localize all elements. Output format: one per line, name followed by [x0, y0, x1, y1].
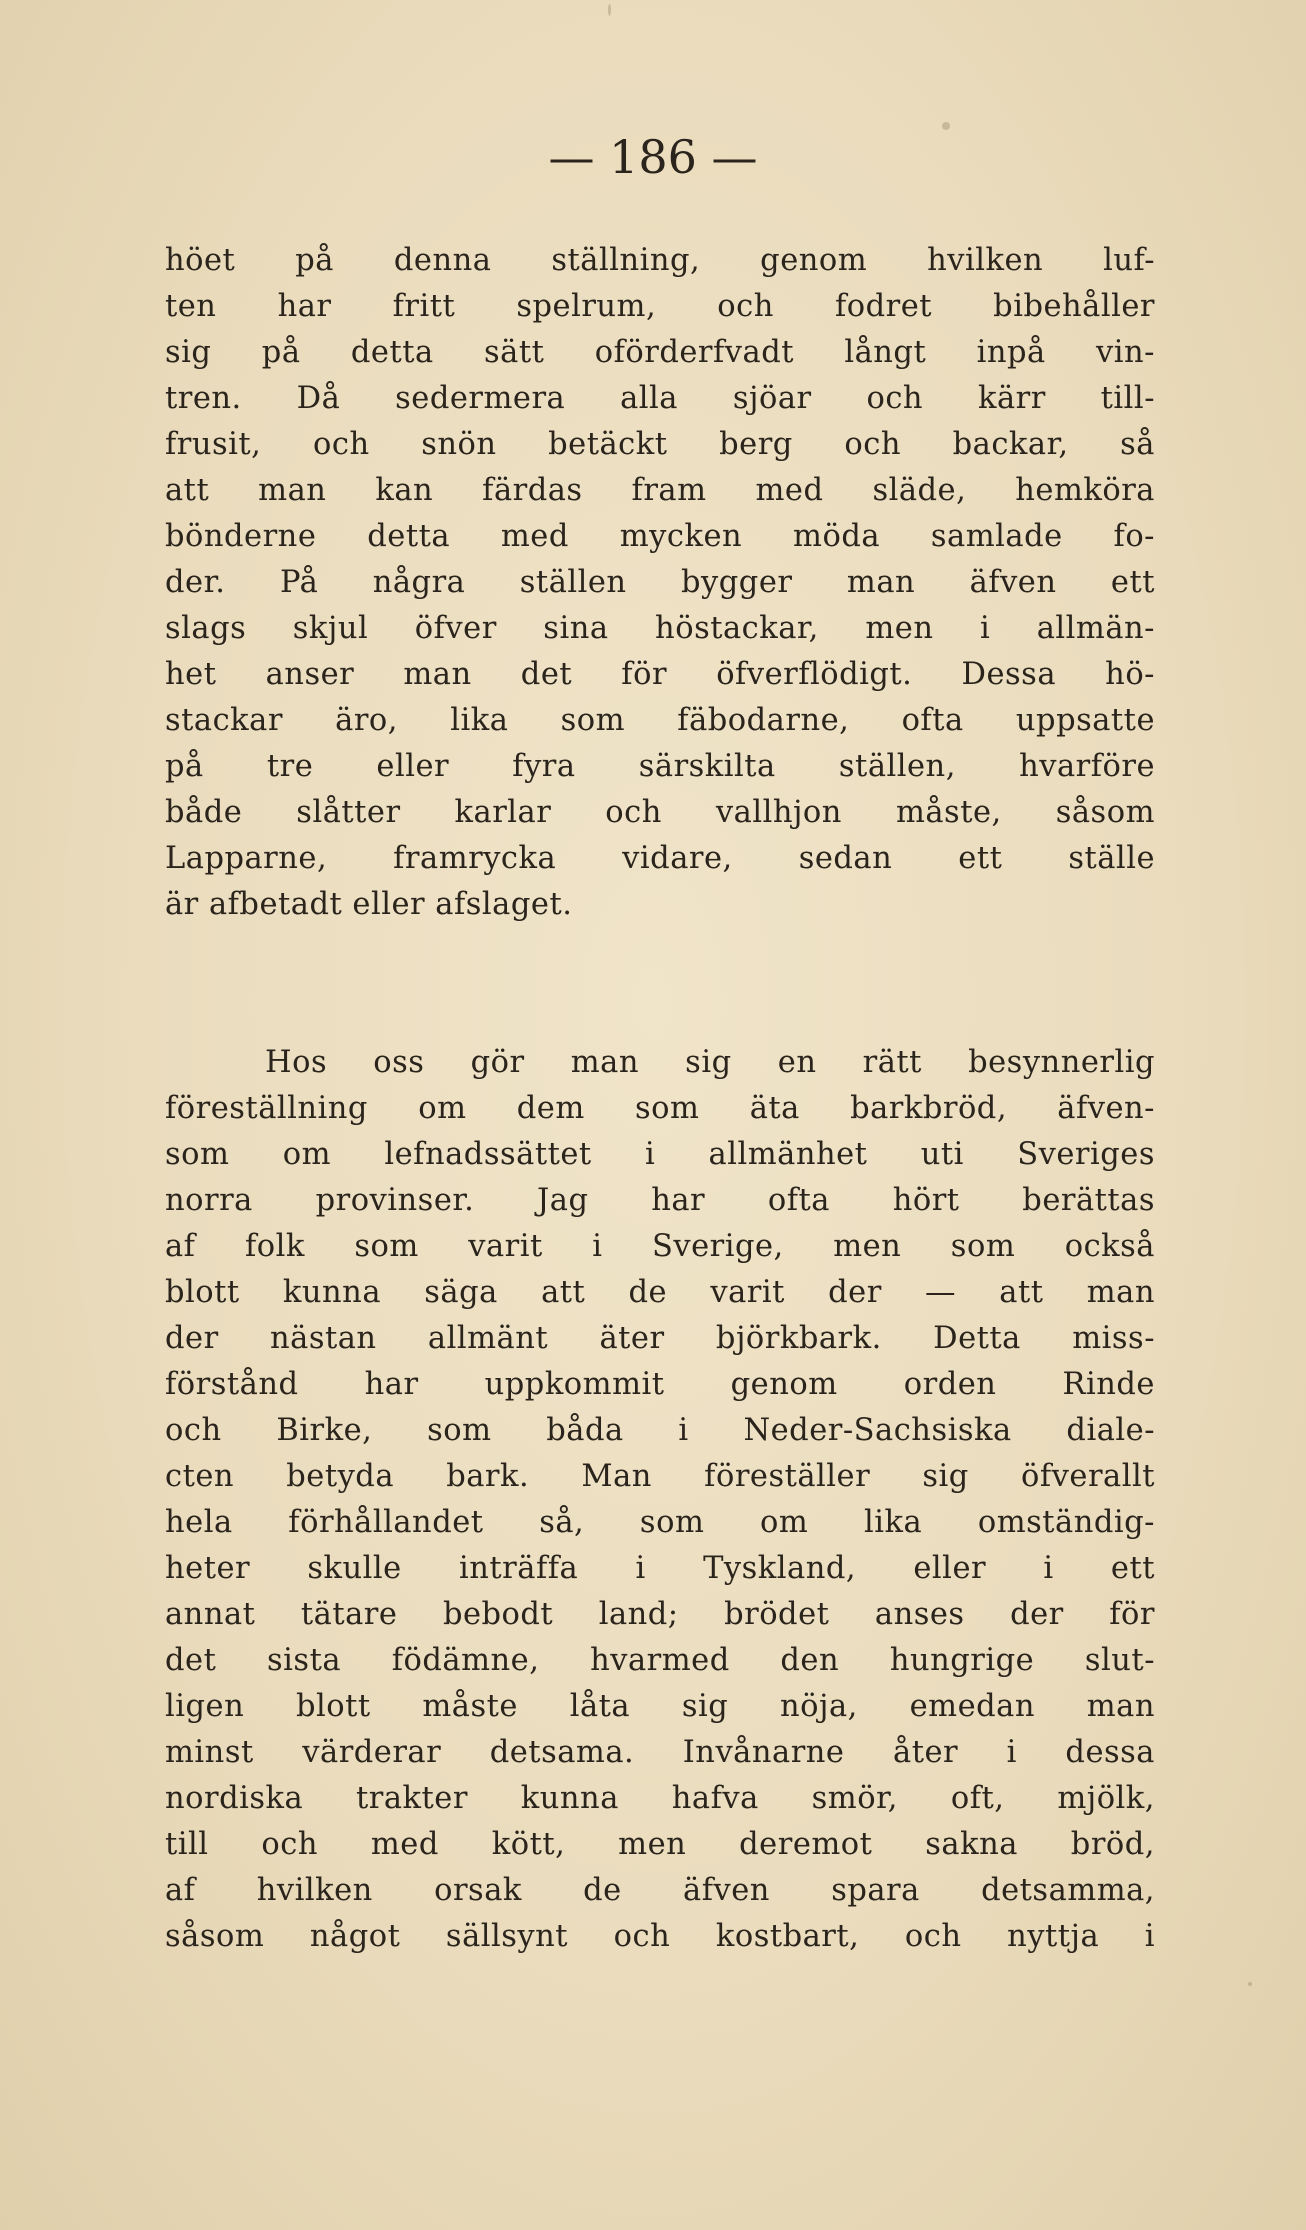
text-line: både slåtter karlar och vallhjon måste, såsom [165, 795, 1155, 830]
text-line: der nästan allmänt äter björkbark. Detta miss- [165, 1321, 1155, 1356]
text-line: norra provinser. Jag har ofta hört berättas [165, 1183, 1155, 1218]
text-line: tren. Då sedermera alla sjöar och kärr till- [165, 381, 1155, 416]
text-line: är afbetadt eller afslaget. [165, 887, 573, 922]
text-line: höet på denna ställning, genom hvilken luf- [165, 243, 1155, 278]
text-line: stackar äro, lika som fäbodarne, ofta uppsatte [165, 703, 1155, 738]
text-line: som om lefnadssättet i allmänhet uti Sveriges [165, 1137, 1155, 1172]
text-line: att man kan färdas fram med släde, hemköra [165, 473, 1155, 508]
text-line: föreställning om dem som äta barkbröd, äfven- [165, 1091, 1155, 1126]
text-line: sig på detta sätt oförderfvadt långt inpå vin- [165, 335, 1155, 370]
text-line: heter skulle inträffa i Tyskland, eller i ett [165, 1551, 1155, 1586]
text-line: af folk som varit i Sverige, men som också [165, 1229, 1155, 1264]
text-line: nordiska trakter kunna hafva smör, oft, mjölk, [165, 1781, 1155, 1816]
page-number: — 186 — [548, 130, 758, 184]
text-line: ligen blott måste låta sig nöja, emedan man [165, 1689, 1155, 1724]
text-line: förstånd har uppkommit genom orden Rinde [165, 1367, 1155, 1402]
text-line: till och med kött, men deremot sakna bröd, [165, 1827, 1155, 1862]
text-line: det sista födämne, hvarmed den hungrige slut- [165, 1643, 1155, 1678]
text-line: slags skjul öfver sina höstackar, men i allmän- [165, 611, 1155, 646]
paper-speck [1248, 1982, 1252, 1986]
text-line: cten betyda bark. Man föreställer sig öfverallt [165, 1459, 1155, 1494]
text-line: het anser man det för öfverflödigt. Dessa hö- [165, 657, 1155, 692]
text-line: såsom något sällsynt och kostbart, och nyttja i [165, 1919, 1155, 1954]
text-line: der. På några ställen bygger man äfven ett [165, 565, 1155, 600]
text-line: annat tätare bebodt land; brödet anses der för [165, 1597, 1155, 1632]
text-line: hela förhållandet så, som om lika omständig- [165, 1505, 1155, 1540]
text-line: af hvilken orsak de äfven spara detsamma, [165, 1873, 1155, 1908]
text-line: frusit, och snön betäckt berg och backar, så [165, 427, 1155, 462]
text-line: och Birke, som båda i Neder-Sachsiska diale- [165, 1413, 1155, 1448]
text-line: på tre eller fyra särskilta ställen, hvarföre [165, 749, 1155, 784]
text-line: Lapparne, framrycka vidare, sedan ett ställe [165, 841, 1155, 876]
text-line: minst värderar detsama. Invånarne åter i dessa [165, 1735, 1155, 1770]
text-line: Hos oss gör man sig en rätt besynnerlig [265, 1045, 1155, 1080]
paper-speck [608, 4, 611, 16]
text-line: blott kunna säga att de varit der — att man [165, 1275, 1155, 1310]
text-line: bönderne detta med mycken möda samlade fo- [165, 519, 1155, 554]
text-line: ten har fritt spelrum, och fodret bibehåller [165, 289, 1155, 324]
paragraph-1 [165, 238, 1155, 928]
paragraph-2 [165, 1040, 1155, 1960]
paper-speck [942, 122, 950, 130]
